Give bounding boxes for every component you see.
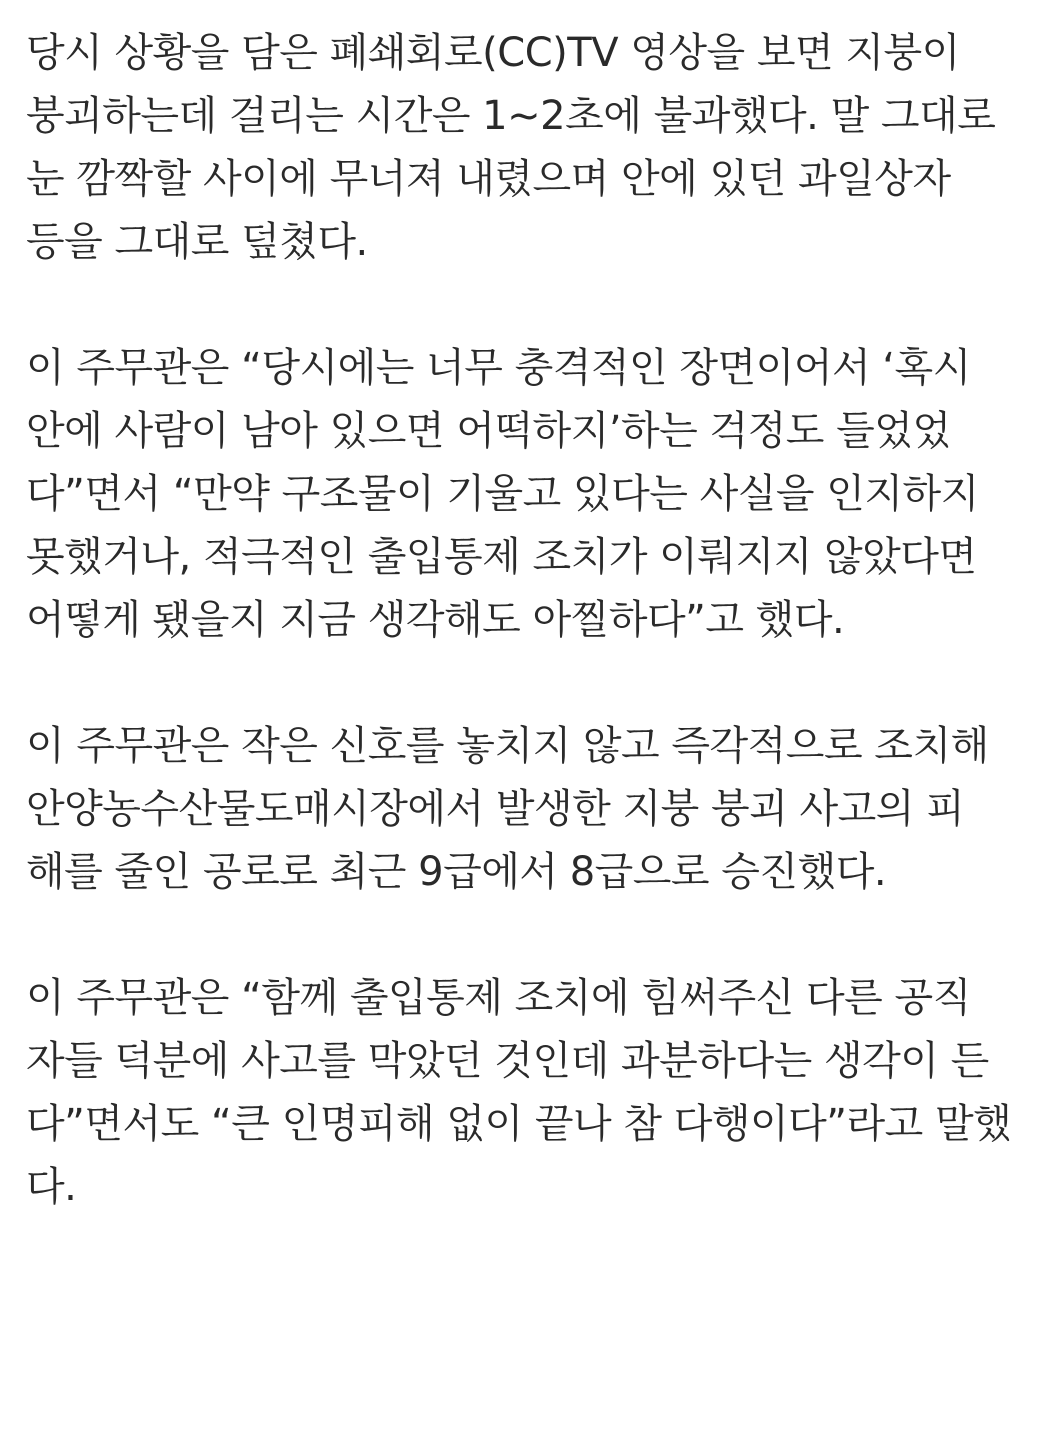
text-line: 이 주무관은 “당시에는 너무 충격적인 장면이어서 ‘혹시 (26, 345, 971, 391)
paragraph-3 (26, 715, 1031, 904)
text-line: 등을 그대로 덮쳤다. (26, 219, 368, 265)
text-line: 못했거나, 적극적인 출입통제 조치가 이뤄지지 않았다면 (26, 534, 977, 580)
text-line: 안양농수산물도매시장에서 발생한 지붕 붕괴 사고의 피 (26, 786, 965, 832)
text-line: 자들 덕분에 사고를 막았던 것인데 과분하다는 생각이 든 (26, 1038, 989, 1084)
paragraph-1 (26, 22, 1031, 274)
text-line: 해를 줄인 공로로 최근 9급에서 8급으로 승진했다. (26, 849, 887, 895)
text-line: 눈 깜짝할 사이에 무너져 내렸으며 안에 있던 과일상자 (26, 156, 951, 202)
text-line: 붕괴하는데 걸리는 시간은 1~2초에 불과했다. 말 그대로 (26, 93, 996, 139)
text-line: 다”면서 “만약 구조물이 기울고 있다는 사실을 인지하지 (26, 471, 979, 517)
text-line: 다”면서도 “큰 인명피해 없이 끝나 참 다행이다”라고 말했 (26, 1101, 1012, 1147)
text-line: 이 주무관은 작은 신호를 놓치지 않고 즉각적으로 조치해 (26, 723, 989, 769)
text-line: 이 주무관은 “함께 출입통제 조치에 힘써주신 다른 공직 (26, 975, 971, 1021)
text-line: 당시 상황을 담은 폐쇄회로(CC)TV 영상을 보면 지붕이 (26, 30, 960, 76)
text-line: 안에 사람이 남아 있으면 어떡하지’하는 걱정도 들었었 (26, 408, 951, 454)
article-body (26, 22, 1031, 1282)
paragraph-4 (26, 967, 1031, 1219)
text-line: 어떻게 됐을지 지금 생각해도 아찔하다”고 했다. (26, 597, 845, 643)
text-line: 다. (26, 1164, 77, 1210)
paragraph-2 (26, 337, 1031, 652)
